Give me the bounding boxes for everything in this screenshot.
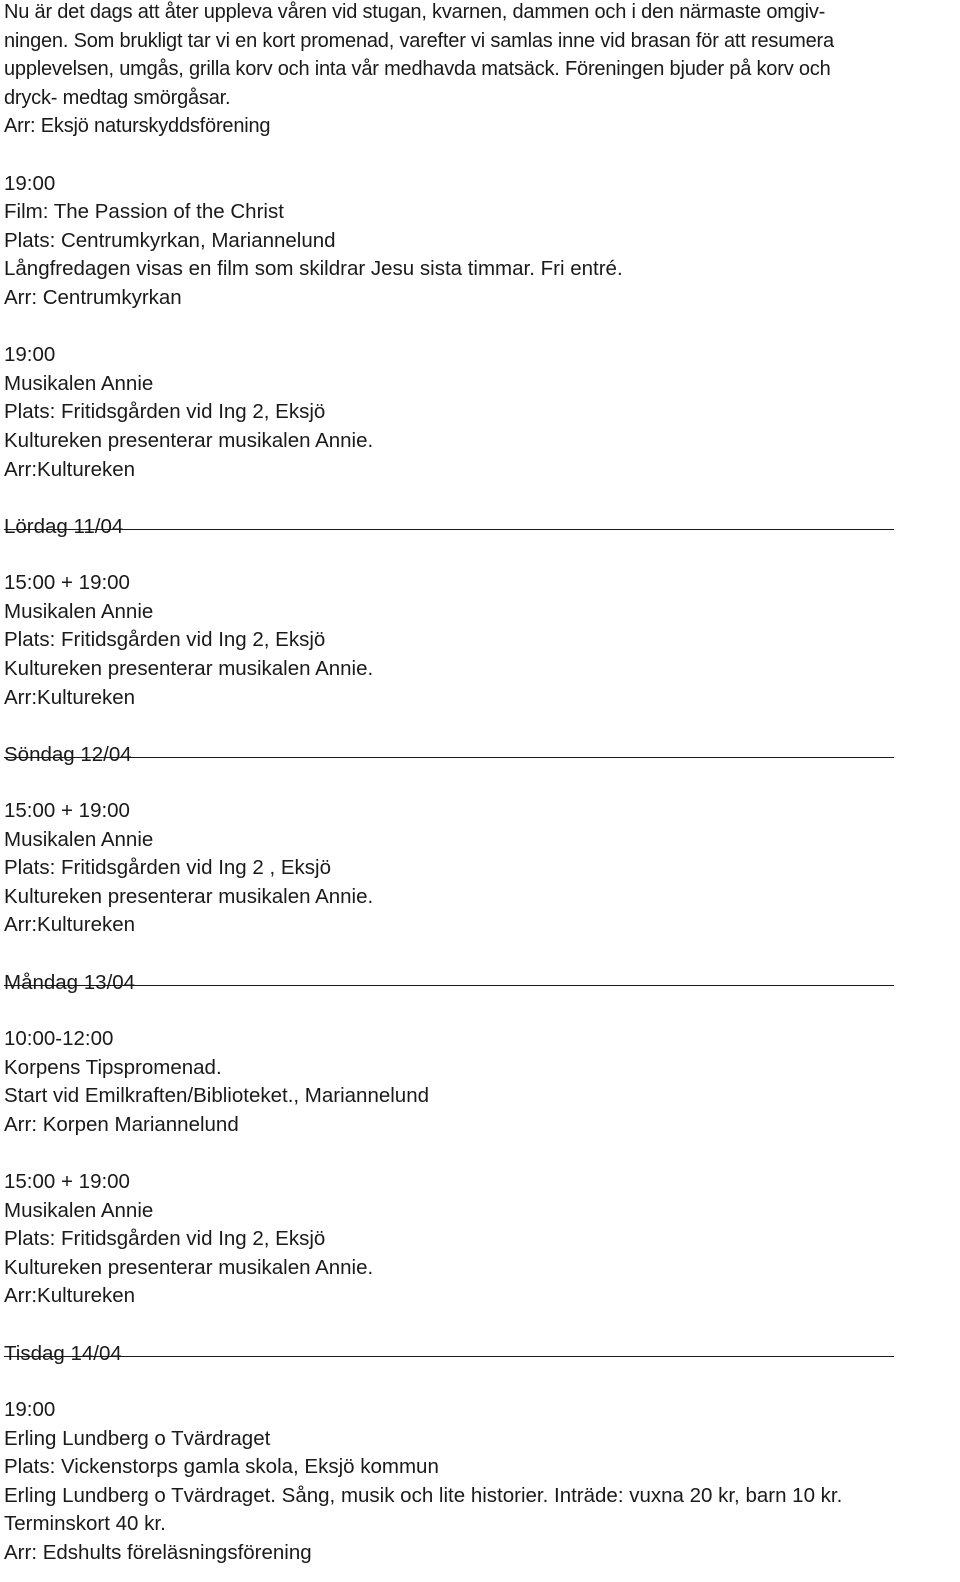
event-time: 15:00 + 19:00 <box>4 799 130 823</box>
event-detail: Långfredagen visas en film som skildrar Jesu sista timmar. Fri entré. <box>4 257 623 281</box>
day-divider <box>4 529 894 530</box>
event-detail: Arr:Kultureken <box>4 1284 136 1308</box>
event-title: Musikalen Annie <box>4 1198 154 1222</box>
event-time: 19:00 <box>4 343 56 367</box>
day-divider <box>4 985 894 986</box>
event-detail: Arr:Kultureken <box>4 685 136 709</box>
event-title: Musikalen Annie <box>4 827 154 851</box>
event-detail: Plats: Vickenstorps gamla skola, Eksjö kommun <box>4 1455 439 1479</box>
intro-line: upplevelsen, umgås, grilla korv och inta vår medhavda matsäck. Föreningen bjuder på korv och <box>4 58 831 81</box>
event-time: 19:00 <box>4 171 56 195</box>
day-heading: Söndag 12/04 <box>4 742 132 766</box>
event-detail: Plats: Centrumkyrkan, Mariannelund <box>4 228 336 252</box>
event-detail: Arr: Centrumkyrkan <box>4 286 182 309</box>
event-detail: Kultureken presenterar musikalen Annie. <box>4 656 374 680</box>
event-title: Musikalen Annie <box>4 599 154 623</box>
intro-line: Nu är det dags att åter uppleva våren vid stugan, kvarnen, dammen och i den närmaste omgiv- <box>4 1 826 23</box>
event-detail: Plats: Fritidsgården vid Ing 2 , Eksjö <box>4 856 332 880</box>
event-detail: Arr: Korpen Mariannelund <box>4 1112 239 1136</box>
event-detail: Arr:Kultureken <box>4 457 136 481</box>
event-detail: Terminskort 40 kr. <box>4 1512 166 1536</box>
event-detail: Plats: Fritidsgården vid Ing 2, Eksjö <box>4 400 326 424</box>
event-detail: Arr: Edshults föreläsningsförening <box>4 1540 312 1564</box>
event-detail: Kultureken presenterar musikalen Annie. <box>4 884 374 908</box>
event-time: 19:00 <box>4 1397 56 1421</box>
event-detail: Plats: Fritidsgården vid Ing 2, Eksjö <box>4 1227 326 1251</box>
event-title: Erling Lundberg o Tvärdraget <box>4 1426 271 1450</box>
event-detail: Kultureken presenterar musikalen Annie. <box>4 429 374 452</box>
event-title: Musikalen Annie <box>4 371 154 395</box>
event-title: Film: The Passion of the Christ <box>4 200 284 224</box>
day-divider <box>4 1356 894 1357</box>
intro-line: Arr: Eksjö naturskyddsförening <box>4 115 271 138</box>
event-time: 15:00 + 19:00 <box>4 571 130 595</box>
day-heading: Tisdag 14/04 <box>4 1341 122 1365</box>
day-heading: Måndag 13/04 <box>4 970 136 994</box>
day-divider <box>4 757 894 758</box>
event-detail: Plats: Fritidsgården vid Ing 2, Eksjö <box>4 628 326 652</box>
event-detail: Arr:Kultureken <box>4 913 136 937</box>
event-time: 10:00-12:00 <box>4 1027 114 1051</box>
intro-line: ningen. Som brukligt tar vi en kort promenad, varefter vi samlas inne vid brasan för att resumera <box>4 29 834 52</box>
event-detail: Kultureken presenterar musikalen Annie. <box>4 1255 374 1279</box>
day-heading: Lördag 11/04 <box>4 514 124 538</box>
intro-line: dryck- medtag smörgåsar. <box>4 86 231 109</box>
event-detail: Start vid Emilkraften/Biblioteket., Mariannelund <box>4 1084 430 1108</box>
event-time: 15:00 + 19:00 <box>4 1170 130 1194</box>
event-title: Korpens Tipspromenad. <box>4 1055 222 1079</box>
event-detail: Erling Lundberg o Tvärdraget. Sång, musik och lite historier. Inträde: vuxna 20 kr, barn 10 kr. <box>4 1483 843 1507</box>
